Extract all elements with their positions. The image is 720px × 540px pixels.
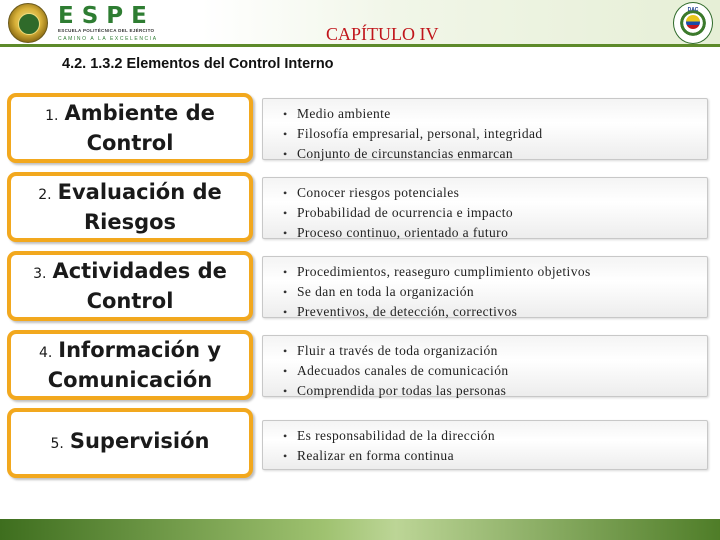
header [0, 0, 720, 48]
bullet-text: Proceso continuo, orientado a futuro [297, 225, 509, 240]
element-bullet-list [283, 341, 707, 401]
element-bullet-list [283, 262, 707, 322]
element-details-box [262, 177, 708, 239]
bullet-icon: • [283, 305, 288, 319]
bullet-item [283, 124, 707, 144]
bullet-icon: • [283, 344, 288, 358]
element-title-line1: Ambiente de [64, 100, 215, 125]
bullet-item [283, 203, 707, 223]
element-number: 1. [45, 107, 59, 124]
element-bullet-list [283, 183, 707, 243]
bullet-text: Conjunto de circunstancias enmarcan [297, 146, 514, 161]
espe-logo-text: ESPE [58, 3, 155, 29]
bullet-item [283, 446, 707, 466]
element-title [39, 337, 221, 394]
bullet-item [283, 426, 707, 446]
element-title-box [7, 93, 253, 163]
bullet-text: Medio ambiente [297, 106, 391, 121]
footer-band [0, 519, 720, 540]
bullet-item [283, 341, 707, 361]
bullet-icon: • [283, 107, 288, 121]
bullet-item [283, 282, 707, 302]
chapter-title: CAPÍTULO IV [326, 24, 439, 44]
element-bullet-list [283, 104, 707, 164]
element-number: 2. [38, 186, 52, 203]
bullet-item [283, 183, 707, 203]
element-title-line2: Control [86, 130, 174, 155]
bullet-icon: • [283, 449, 288, 463]
element-title-line1: Información y [58, 337, 222, 362]
element-title [50, 428, 209, 458]
element-bullet-list [283, 426, 707, 466]
bullet-item [283, 302, 707, 322]
element-number: 5. [50, 436, 64, 452]
bullet-text: Probabilidad de ocurrencia e impacto [297, 205, 514, 220]
bullet-item [283, 104, 707, 124]
element-title-box [7, 330, 253, 400]
element-number: 4. [38, 344, 53, 361]
bullet-icon: • [283, 186, 288, 200]
bullet-text: Fluir a través de toda organización [297, 343, 498, 358]
bullet-text: Comprendida por todas las personas [297, 383, 507, 398]
element-details-box [262, 420, 708, 470]
element-title-line2: Riesgos [83, 209, 177, 234]
bullet-text: Procedimientos, reaseguro cumplimiento objetivos [297, 264, 591, 279]
bullet-icon: • [283, 127, 288, 141]
bullet-item [283, 223, 707, 243]
bullet-text: Adecuados canales de comunicación [297, 363, 509, 378]
bullet-item [283, 262, 707, 282]
element-title-line2: Comunicación [47, 367, 213, 392]
badge-flag-emblem [686, 15, 700, 29]
department-badge-logo [673, 2, 713, 44]
element-details-box [262, 98, 708, 160]
bullet-text: Preventivos, de detección, correctivos [297, 304, 518, 319]
element-title-box [7, 251, 253, 321]
element-title-box [7, 172, 253, 242]
bullet-icon: • [283, 147, 288, 161]
bullet-icon: • [283, 364, 288, 378]
bullet-text: Filosofía empresarial, personal, integridad [297, 126, 543, 141]
element-number: 3. [33, 265, 47, 282]
institution-crest-logo [8, 3, 48, 43]
element-title-box [7, 408, 253, 478]
bullet-text: Se dan en toda la organización [297, 284, 475, 299]
element-title [38, 179, 222, 236]
element-title-line2: Control [86, 288, 174, 313]
element-title-line1: Evaluación de [57, 179, 222, 204]
element-details-box [262, 335, 708, 397]
badge-label: DAC [687, 7, 699, 13]
crest-emblem [18, 13, 40, 35]
element-title [33, 258, 227, 315]
bullet-icon: • [283, 226, 288, 240]
element-title-line1: Supervisión [69, 429, 210, 453]
espe-logo-subtitle: ESCUELA POLITÉCNICA DEL EJÉRCITO [58, 28, 155, 33]
bullet-icon: • [283, 285, 288, 299]
bullet-icon: • [283, 265, 288, 279]
bullet-icon: • [283, 429, 288, 443]
section-subtitle: 4.2. 1.3.2 Elementos del Control Interno [62, 56, 334, 72]
element-title [45, 100, 215, 157]
bullet-text: Es responsabilidad de la dirección [297, 428, 496, 443]
bullet-item [283, 144, 707, 164]
espe-logo-motto: CAMINO A LA EXCELENCIA [58, 36, 158, 42]
bullet-icon: • [283, 206, 288, 220]
bullet-text: Realizar en forma continua [297, 448, 454, 463]
bullet-item [283, 361, 707, 381]
bullet-item [283, 381, 707, 401]
bullet-icon: • [283, 384, 288, 398]
element-title-line1: Actividades de [52, 258, 227, 283]
bullet-text: Conocer riesgos potenciales [297, 185, 460, 200]
element-details-box [262, 256, 708, 318]
